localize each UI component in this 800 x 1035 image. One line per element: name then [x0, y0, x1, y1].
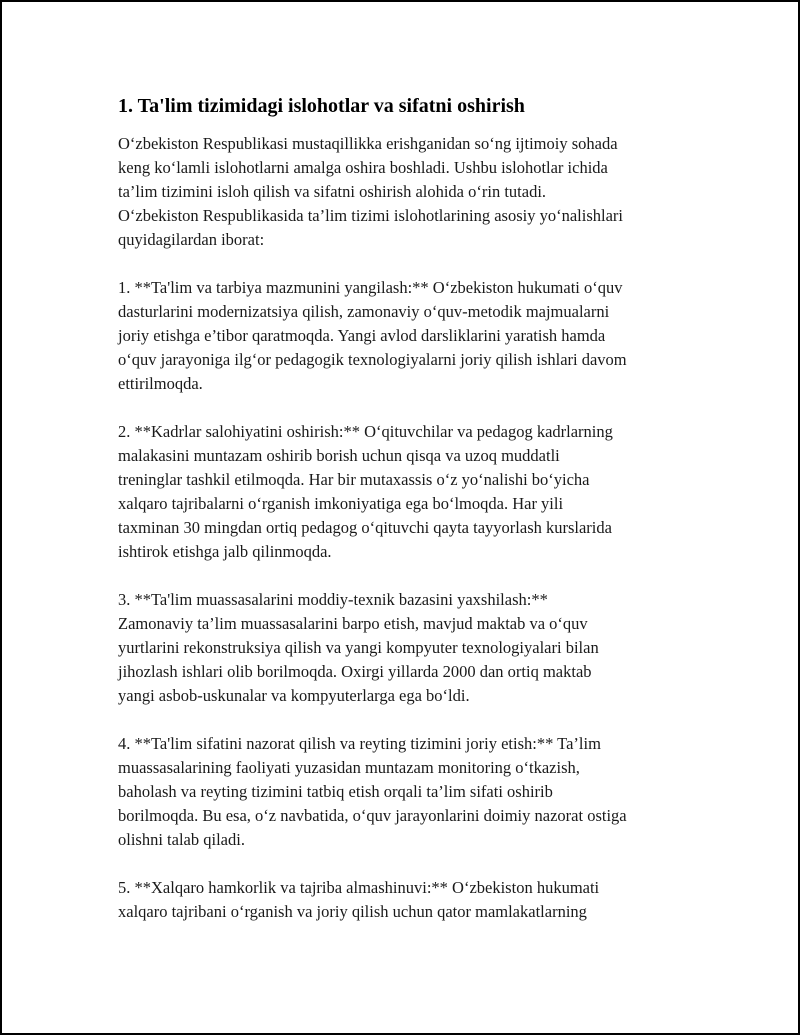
list-item-staff: 2. **Kadrlar salohiyatini oshirish:** O‘qituvchilar va pedagog kadrlarning malakasini muntazam oshirib borish uchun qisqa va uzoq muddatli treninglar tashkil etilmoqda. Har bir mutaxassis o‘z yo‘nalishi bo‘yicha xalqaro tajribalarni o‘rganish imkoniyatiga ega bo‘lmoqda. Har yili taxminan 30 mingdan ortiq pedagog o‘qituvchi qayta tayyorlash kurslarida ishtirok etishga jalb qilinmoqda. — [118, 422, 613, 561]
list-item-international: 5. **Xalqaro hamkorlik va tajriba almashinuvi:** O‘zbekiston hukumati xalqaro tajribani o‘rganish va joriy qilish uchun qator mamlakatlarning — [118, 878, 600, 921]
list-item-quality-control: 4. **Ta'lim sifatini nazorat qilish va reyting tizimini joriy etish:** Ta’lim muassasalarining faoliyati yuzasidan muntazam monitoring o‘tkazish, baholash va reyting tizimini tatbiq etish orqali ta’lim sifati oshirib borilmoqda. Bu esa, o‘z navbatida, o‘quv jarayonlarini doimiy nazorat ostiga olishni talab qiladi. — [118, 734, 627, 849]
document-title: 1. Ta'lim tizimidagi islohotlar va sifatni oshirish — [118, 95, 525, 117]
list-item-infrastructure: 3. **Ta'lim muassasalarini moddiy-texnik bazasini yaxshilash:** Zamonaviy ta’lim muassasalarini barpo etish, mavjud maktab va o‘quv yurtlarini rekonstruksiya qilish va yangi kompyuter texnologiyalari bilan jihozlash ishlari olib borilmoqda. Oxirgi yillarda 2000 dan ortiq maktab yangi asbob-uskunalar va kompyuterlarga ega bo‘ldi. — [118, 590, 599, 705]
list-item-curriculum: 1. **Ta'lim va tarbiya mazmunini yangilash:** O‘zbekiston hukumati o‘quv dasturlarini modernizatsiya qilish, zamonaviy o‘quv-metodik majmualarni joriy etishga e’tibor qaratmoqda. Yangi avlod darsliklarini yaratish hamda o‘quv jarayoniga ilg‘or pedagogik texnologiyalarni joriy qilish ishlari davom ettirilmoqda. — [118, 278, 627, 393]
document-body — [118, 94, 698, 948]
intro-paragraph: O‘zbekiston Respublikasi mustaqillikka erishganidan so‘ng ijtimoiy sohada keng ko‘lamli islohotlarni amalga oshira boshladi. Ushbu islohotlar ichida ta’lim tizimini isloh qilish va sifatni oshirish alohida o‘rin tutadi. O‘zbekiston Respublikasida ta’lim tizimi islohotlarining asosiy yo‘nalishlari quyidagilardan iborat: — [118, 134, 624, 249]
